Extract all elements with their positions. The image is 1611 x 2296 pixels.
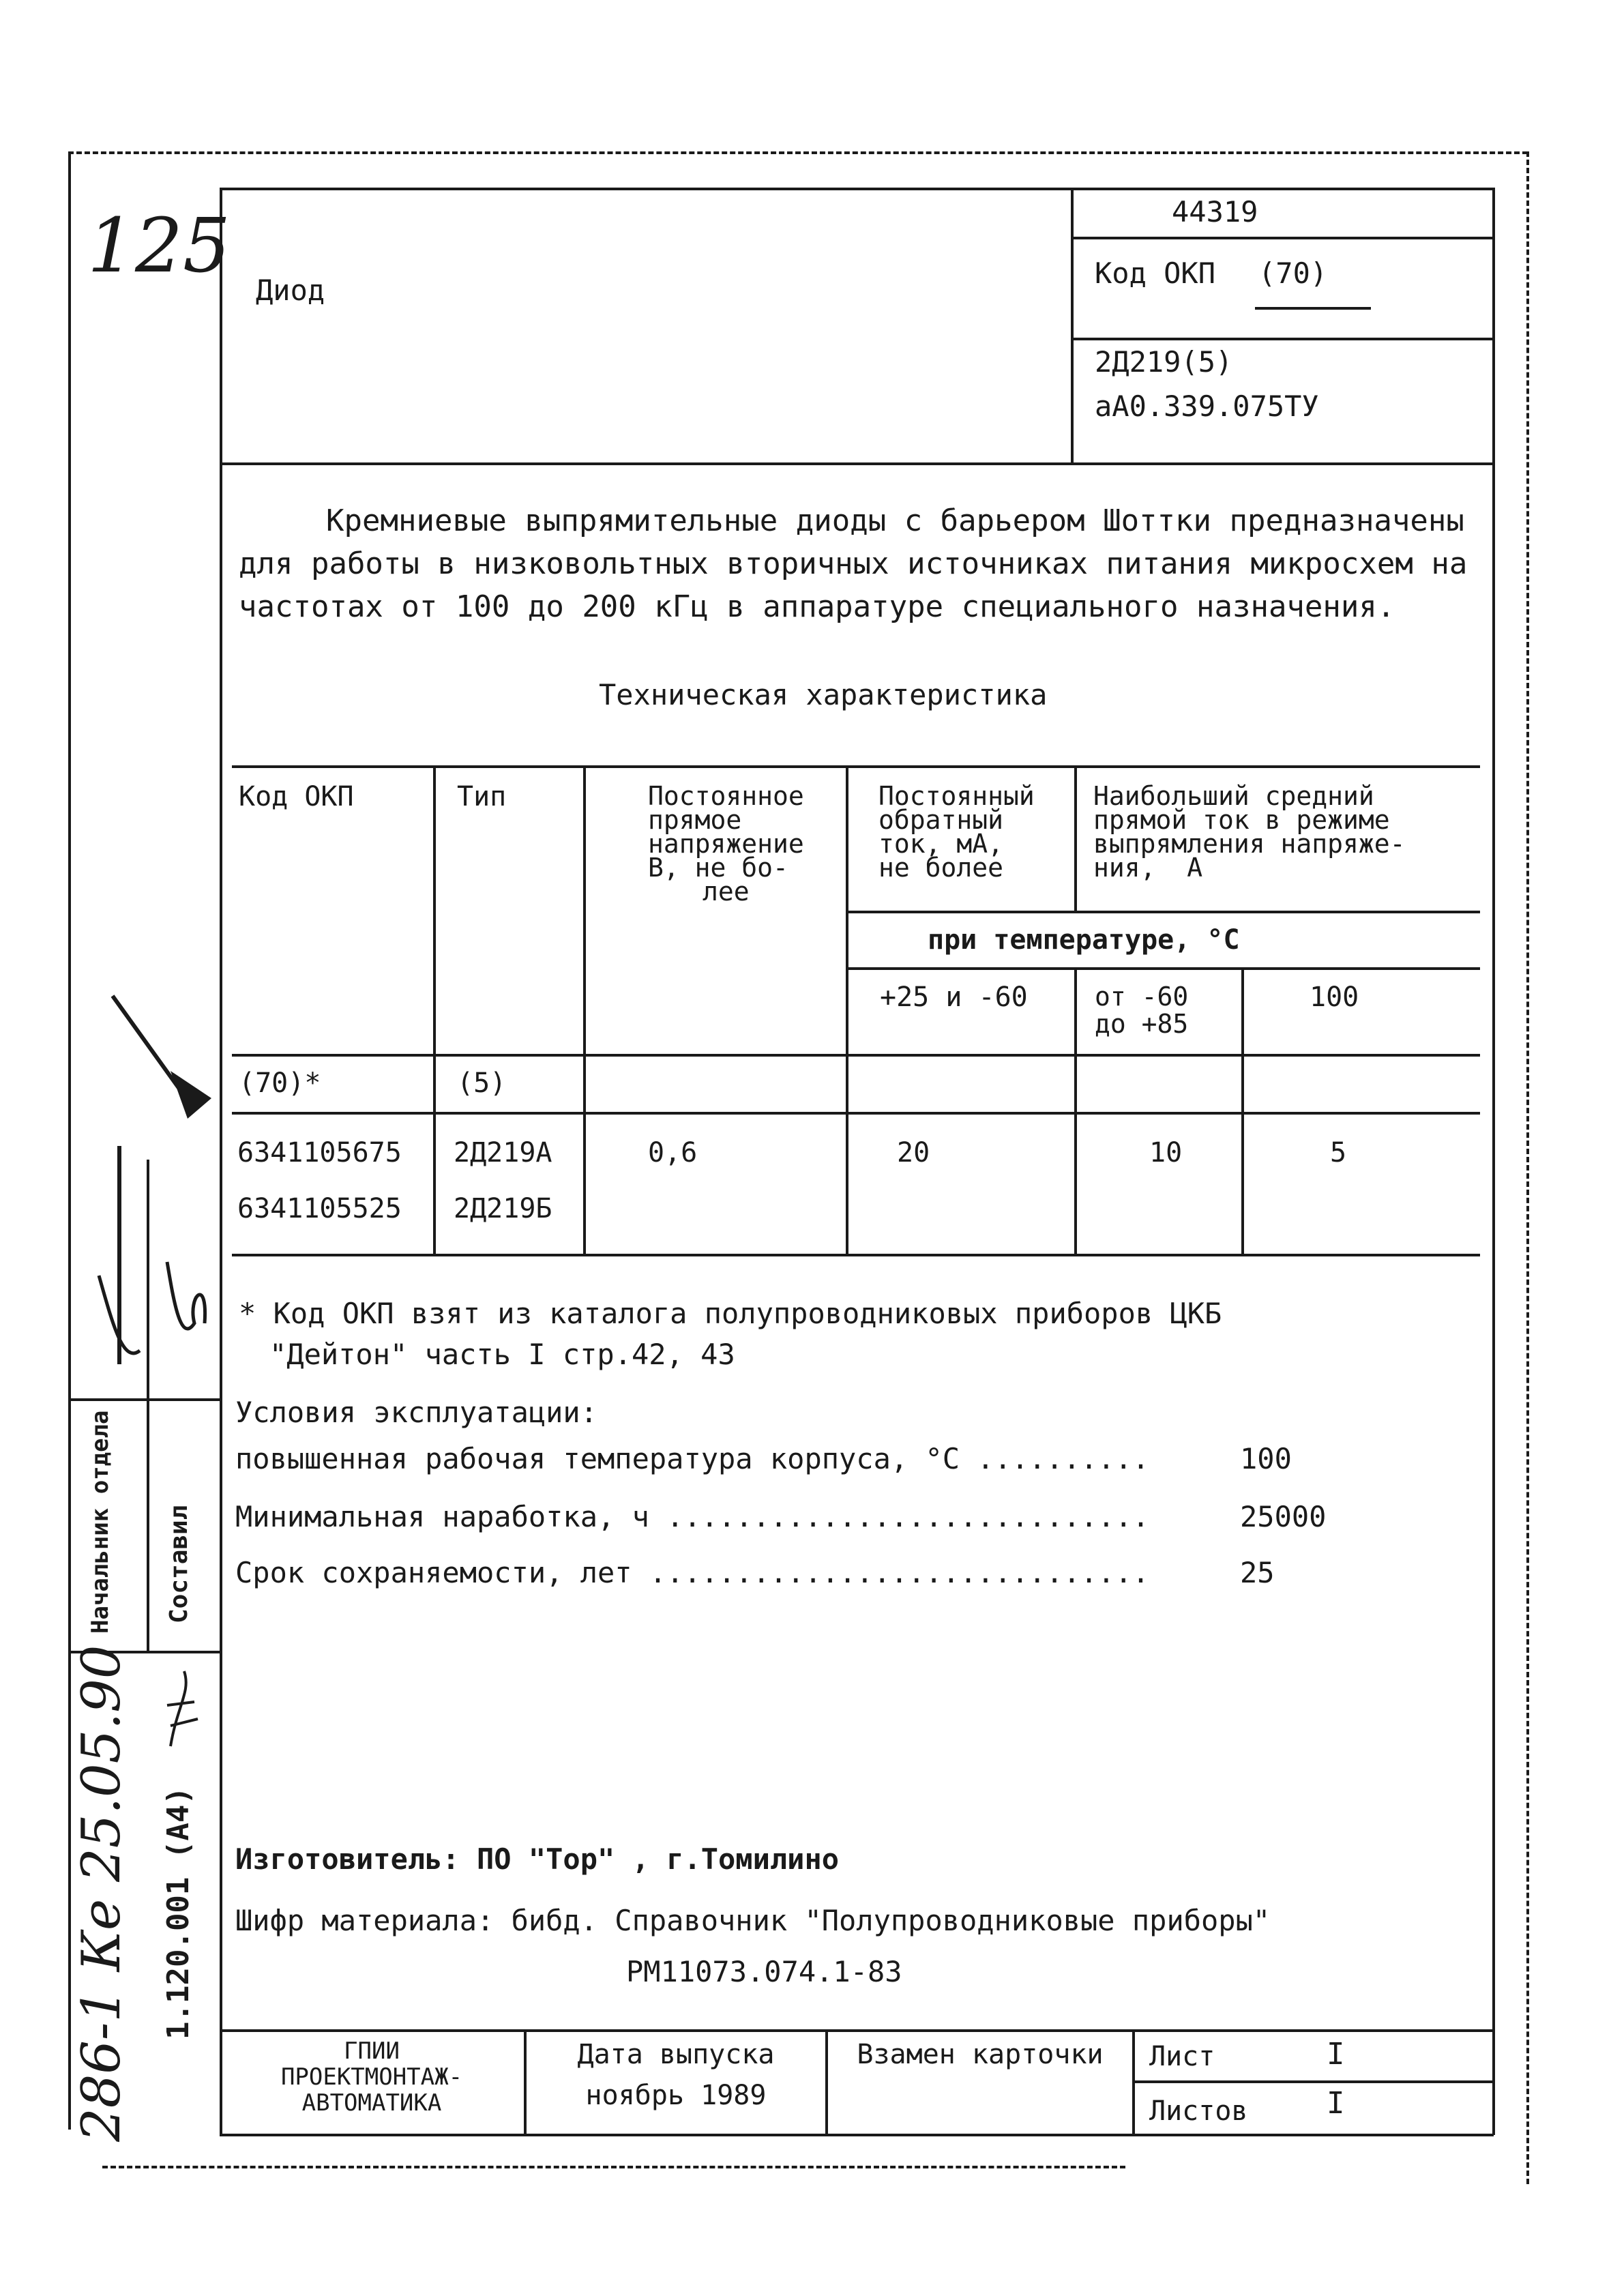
okp-underline — [1255, 307, 1371, 310]
header-temperature-label: при температуре, °С — [928, 924, 1240, 956]
col-divider-4b — [1074, 967, 1077, 1254]
compiled-by-label: Составил — [165, 1505, 193, 1623]
okp-value: (70) — [1258, 256, 1328, 290]
col-divider-2 — [583, 765, 586, 1254]
description-line-2: для работы в низковольтных вторичных источниках питания микросхем на — [239, 546, 1468, 581]
bottom-handwritten-note: 286-1 Ке 25.05.90 — [71, 1645, 132, 2142]
header-reverse-current-2: обратный — [878, 805, 1004, 835]
outer-top-border — [68, 151, 1528, 154]
condition-2-label: Минимальная наработка, ч ............................ — [235, 1500, 1150, 1533]
card-bottom-border — [220, 2134, 1494, 2136]
org-line-1: ГПИИ — [344, 2037, 400, 2065]
header-max-current-3: выпрямления напряже- — [1093, 829, 1406, 859]
doc-title: Диод — [256, 274, 325, 307]
row-2-type: 2Д219Б — [454, 1193, 552, 1224]
description-line-1: Кремниевые выпрямительные диоды с барьером Шоттки предназначены — [326, 503, 1464, 538]
value-current-high: 5 — [1330, 1137, 1347, 1168]
small-signature — [157, 1664, 211, 1760]
sheets-label: Листов — [1149, 2095, 1248, 2127]
header-forward-voltage-3: напряжение — [648, 829, 804, 859]
header-divider — [1071, 188, 1074, 464]
col-divider-1 — [433, 765, 436, 1254]
material-line-2: РМ11073.074.1-83 — [626, 1955, 902, 1988]
condition-1-value: 100 — [1240, 1442, 1292, 1475]
sheets-value: I — [1327, 2086, 1345, 2121]
footer-sheet-divider — [1132, 2080, 1492, 2083]
group-row-top — [232, 1054, 1480, 1057]
condition-3-label: Срок сохраняемости, лет ............................. — [235, 1556, 1150, 1589]
org-line-2: ПРОЕКТМОНТАЖ- — [280, 2063, 463, 2091]
card-top-border — [220, 188, 1494, 190]
release-date-label: Дата выпуска — [577, 2039, 775, 2070]
header-forward-voltage-1: Постоянное — [648, 781, 804, 811]
header-forward-voltage-4: В, не бо- — [648, 853, 788, 883]
footnote-line-2: "Дейтон" часть I стр.42, 43 — [269, 1338, 735, 1371]
value-reverse-current: 20 — [897, 1137, 930, 1168]
description-line-3: частотах от 100 до 200 кГц в аппаратуре специального назначения. — [239, 589, 1395, 624]
header-line-1 — [1071, 237, 1492, 239]
table-bottom-border — [232, 1254, 1480, 1256]
material-line-1: Шифр материала: бибд. Справочник "Полупроводниковые приборы" — [235, 1904, 1271, 1937]
value-forward-voltage: 0,6 — [648, 1137, 698, 1168]
footnote-line-1: * Код ОКП взят из каталога полупроводниковых приборов ЦКБ — [239, 1297, 1222, 1330]
head-of-department-label: Начальник отдела — [87, 1410, 114, 1634]
header-line-2 — [1071, 338, 1492, 340]
card-right-border — [1492, 188, 1495, 2135]
header-max-current-1: Наибольший средний — [1093, 781, 1374, 811]
outer-right-border — [1526, 151, 1529, 2184]
header-temp-100: 100 — [1310, 982, 1359, 1013]
header-reverse-current-1: Постоянный — [878, 781, 1035, 811]
sheet-label: Лист — [1149, 2041, 1215, 2072]
header-forward-voltage-2: прямое — [648, 805, 742, 835]
header-temp-range-2: до +85 — [1095, 1009, 1189, 1039]
condition-3-value: 25 — [1240, 1556, 1275, 1589]
header-okp-code: Код ОКП — [239, 781, 354, 812]
replaces-card-label: Взамен карточки — [857, 2039, 1104, 2070]
header-max-current-2: прямой ток в режиме — [1093, 805, 1390, 835]
outer-bottom-border — [102, 2166, 1125, 2168]
header-forward-voltage-5: лее — [703, 877, 750, 907]
header-reverse-current-3: ток, мА, — [878, 829, 1004, 859]
row-1-okp-code: 6341105675 — [237, 1137, 402, 1168]
conditions-title: Условия эксплуатации: — [235, 1396, 598, 1429]
spec-code: аА0.339.075ТУ — [1095, 389, 1319, 423]
header-max-current-4: ния, А — [1093, 853, 1203, 883]
card-number-handwritten: 125 — [87, 202, 231, 289]
col-divider-3 — [846, 765, 848, 1254]
col-divider-5 — [1241, 967, 1244, 1254]
group-row-bottom — [232, 1112, 1480, 1115]
group-type: (5) — [457, 1068, 507, 1099]
temp-values-line — [846, 967, 1480, 970]
table-top-border — [232, 765, 1480, 768]
condition-1-label: повышенная рабочая температура корпуса, °С .......... — [235, 1442, 1150, 1475]
header-temp-range-1: от -60 — [1095, 982, 1189, 1012]
type-code: 2Д219(5) — [1095, 345, 1233, 379]
row-1-type: 2Д219А — [454, 1137, 552, 1168]
header-bottom-border — [220, 462, 1492, 465]
side-line-top — [68, 1398, 220, 1401]
signature-marks — [72, 982, 222, 1392]
group-okp-code: (70)* — [239, 1068, 321, 1099]
sheet-value: I — [1327, 2037, 1345, 2072]
section-title: Техническая характеристика — [599, 678, 1048, 711]
org-line-3: АВТОМАТИКА — [301, 2089, 442, 2117]
form-code: 1.120.001 (А4) — [161, 1786, 196, 2040]
header-temp-25: +25 и -60 — [880, 982, 1028, 1013]
release-date-value: ноябрь 1989 — [585, 2080, 767, 2111]
okp-label: Код ОКП — [1095, 256, 1216, 290]
header-type: Тип — [457, 781, 507, 812]
temp-label-line — [846, 911, 1480, 913]
row-2-okp-code: 6341105525 — [237, 1193, 402, 1224]
col-divider-4a — [1074, 765, 1077, 911]
header-number: 44319 — [1172, 195, 1258, 229]
manufacturer: Изготовитель: ПО "Тор" , г.Томилино — [235, 1842, 840, 1876]
header-reverse-current-4: не более — [878, 853, 1004, 883]
value-current-low: 10 — [1149, 1137, 1183, 1168]
condition-2-value: 25000 — [1240, 1500, 1327, 1533]
footer-top-border — [220, 2029, 1492, 2032]
